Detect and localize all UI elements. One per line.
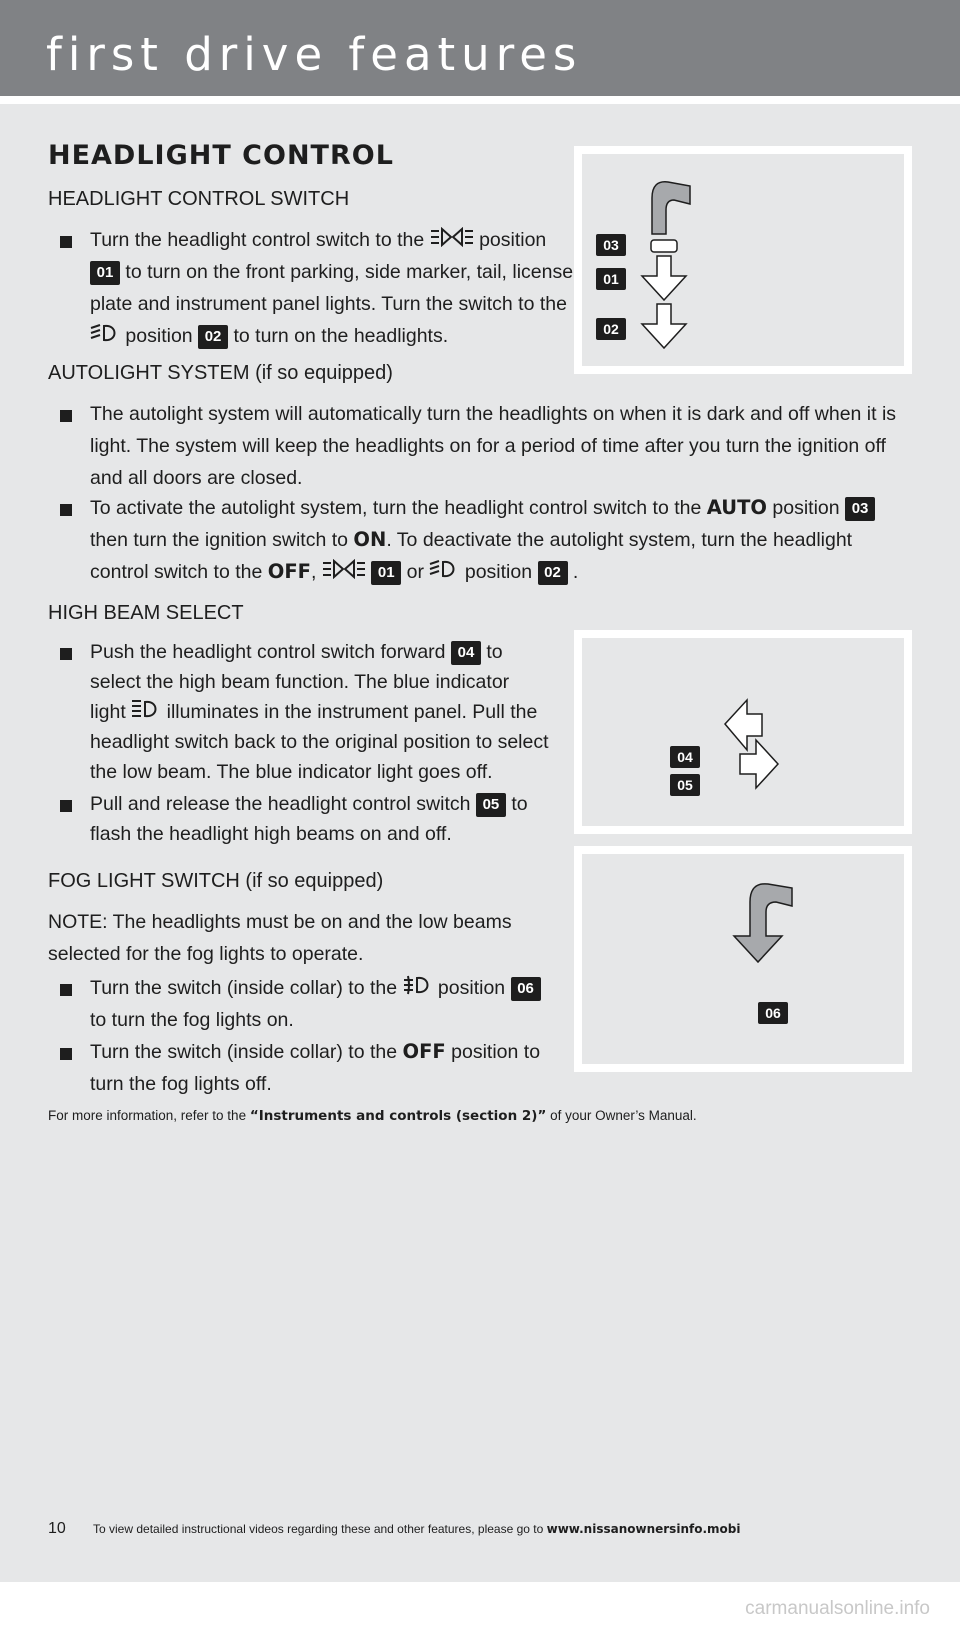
high-beam-heading: HIGH BEAM SELECT (48, 602, 244, 624)
position-tag-01: 01 (596, 268, 626, 290)
position-badge: 02 (198, 325, 228, 349)
headlight-switch-line-4: position 02 to turn on the headlights. (90, 320, 448, 353)
position-badge: 03 (845, 497, 875, 521)
headlight-switch-line-1: Turn the headlight control switch to the position (90, 224, 546, 257)
header-title: first drive features (46, 28, 583, 81)
fog-heading: FOG LIGHT SWITCH (if so equipped) (48, 870, 384, 892)
headlight-switch-heading: HEADLIGHT CONTROL SWITCH (48, 188, 350, 210)
position-tag-02: 02 (596, 318, 626, 340)
page-header (0, 0, 960, 96)
fog-line-3: Turn the switch (inside collar) to the OFF position to (90, 1040, 541, 1063)
fog-note-line-2: selected for the fog lights to operate. (48, 943, 364, 965)
manual-reference: “Instruments and controls (section 2)” (249, 1108, 547, 1124)
fog-diagram (582, 854, 904, 1064)
headlight-switch-line-2: 01 to turn on the front parking, side marker, tail, license (90, 256, 573, 288)
bullet (60, 410, 72, 422)
high-beam-icon (131, 697, 161, 729)
high-beam-line-4: headlight switch back to the original position to select (90, 731, 549, 753)
high-beam-line-2: select the high beam function. The blue indicator (90, 671, 510, 693)
autolight-line-2: light. The system will keep the headlights on for a period of time after you turn the ignition off (90, 435, 886, 457)
headlight-icon (90, 321, 120, 353)
footer-text: To view detailed instructional videos regarding these and other features, please go to www.nissanownersinfo.mobi (93, 1522, 741, 1536)
position-tag-03: 03 (596, 234, 626, 256)
section-title: HEADLIGHT CONTROL (48, 140, 394, 171)
switch-position-figure (574, 146, 912, 374)
footnote: For more information, refer to the “Instruments and controls (section 2)” of your Owner’s Manual. (48, 1108, 697, 1124)
parking-light-icon (322, 557, 366, 589)
position-badge: 04 (451, 641, 481, 665)
autolight-line-5: then turn the ignition switch to ON. To deactivate the autolight system, turn the headlight (90, 528, 853, 551)
bullet (60, 800, 72, 812)
autolight-line-3: and all doors are closed. (90, 467, 303, 489)
bullet (60, 648, 72, 660)
bullet (60, 504, 72, 516)
switch-diagram (582, 154, 904, 366)
page-number: 10 (48, 1520, 66, 1537)
bullet (60, 1048, 72, 1060)
fog-light-figure (574, 846, 912, 1072)
high-beam-figure (574, 630, 912, 834)
autolight-heading: AUTOLIGHT SYSTEM (if so equipped) (48, 362, 393, 384)
fog-line-1: Turn the switch (inside collar) to the position 06 (90, 972, 541, 1005)
header-divider (0, 96, 960, 104)
position-badge: 01 (90, 261, 120, 285)
bullet (60, 984, 72, 996)
high-beam-line-3: light illuminates in the instrument panel. Pull the (90, 696, 537, 729)
fog-light-icon (403, 973, 433, 1005)
autolight-line-4: To activate the autolight system, turn the headlight control switch to the AUTO position 03 (90, 492, 875, 524)
watermark: carmanualsonline.info (745, 1598, 930, 1619)
position-tag-06: 06 (758, 1002, 788, 1024)
headlight-switch-line-3: plate and instrument panel lights. Turn the switch to the (90, 293, 567, 315)
position-tag-04: 04 (670, 746, 700, 768)
autolight-line-6: control switch to the OFF, 01 or position 02 . (90, 556, 578, 589)
parking-light-icon (430, 225, 474, 257)
fog-line-4: turn the fog lights off. (90, 1073, 272, 1095)
headlight-icon (429, 557, 459, 589)
high-beam-diagram (582, 638, 904, 826)
high-beam-line-7: flash the headlight high beams on and off. (90, 823, 452, 845)
position-tag-05: 05 (670, 774, 700, 796)
fog-line-2: to turn the fog lights on. (90, 1009, 294, 1031)
bullet (60, 236, 72, 248)
high-beam-line-1: Push the headlight control switch forward 04 to (90, 641, 503, 663)
position-badge: 01 (371, 561, 401, 585)
fog-note-line-1: NOTE: The headlights must be on and the low beams (48, 911, 512, 933)
position-badge: 06 (511, 977, 541, 1001)
position-badge: 05 (476, 793, 506, 817)
footer-link[interactable]: www.nissanownersinfo.mobi (546, 1522, 741, 1536)
autolight-line-1: The autolight system will automatically turn the headlights on when it is dark and off when it is (90, 403, 897, 425)
high-beam-line-5: the low beam. The blue indicator light goes off. (90, 761, 493, 783)
position-badge: 02 (538, 561, 568, 585)
high-beam-line-6: Pull and release the headlight control switch 05 to (90, 793, 528, 815)
